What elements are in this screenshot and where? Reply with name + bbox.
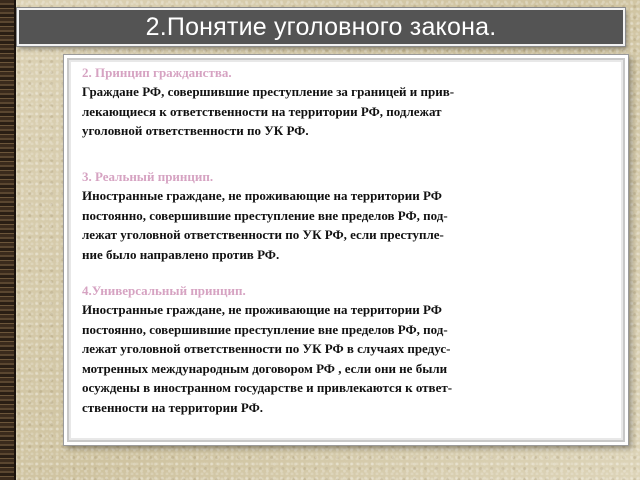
- section-universal-principle: [82, 281, 582, 417]
- section-text-line: Граждане РФ, совершившие преступление за границей и прив-: [82, 84, 455, 99]
- section-real-principle: [82, 167, 582, 264]
- section-text-line: уголовной ответственности по УК РФ.: [82, 123, 309, 138]
- title-bar: [17, 8, 625, 46]
- section-text-line: постоянно, совершившие преступление вне пределов РФ, под-: [82, 207, 448, 223]
- section-heading: 4.Универсальный принцип.: [82, 283, 246, 298]
- section-text-line: мотренных международным договором РФ , если они не были: [82, 360, 448, 376]
- section-text-line: лекающиеся к ответственности на территории РФ, подлежат: [82, 103, 442, 119]
- slide-title: 2.Понятие уголовного закона.: [145, 13, 497, 41]
- content-panel: [63, 54, 629, 446]
- section-text-line: ственности на территории РФ.: [82, 399, 263, 415]
- section-citizenship-principle: [82, 63, 582, 141]
- left-strip-edge: [14, 0, 16, 480]
- section-text-line: ние было направлено против РФ.: [82, 246, 280, 262]
- section-text-line: Иностранные граждане, не проживающие на территории РФ: [82, 302, 442, 317]
- section-text-line: лежат уголовной ответственности по УК РФ в случаях предус-: [82, 341, 451, 356]
- section-heading: 3. Реальный принцип.: [82, 169, 214, 184]
- section-text-line: Иностранные граждане, не проживающие на территории РФ: [82, 188, 442, 203]
- section-heading: 2. Принцип гражданства.: [82, 65, 232, 80]
- section-text-line: постоянно, совершившие преступление вне пределов РФ, под-: [82, 321, 448, 337]
- section-text-line: осуждены в иностранном государстве и привлекаются к ответ-: [82, 380, 453, 395]
- left-decorative-strip: [0, 0, 14, 480]
- section-text-line: лежат уголовной ответственности по УК РФ, если преступле-: [82, 227, 444, 242]
